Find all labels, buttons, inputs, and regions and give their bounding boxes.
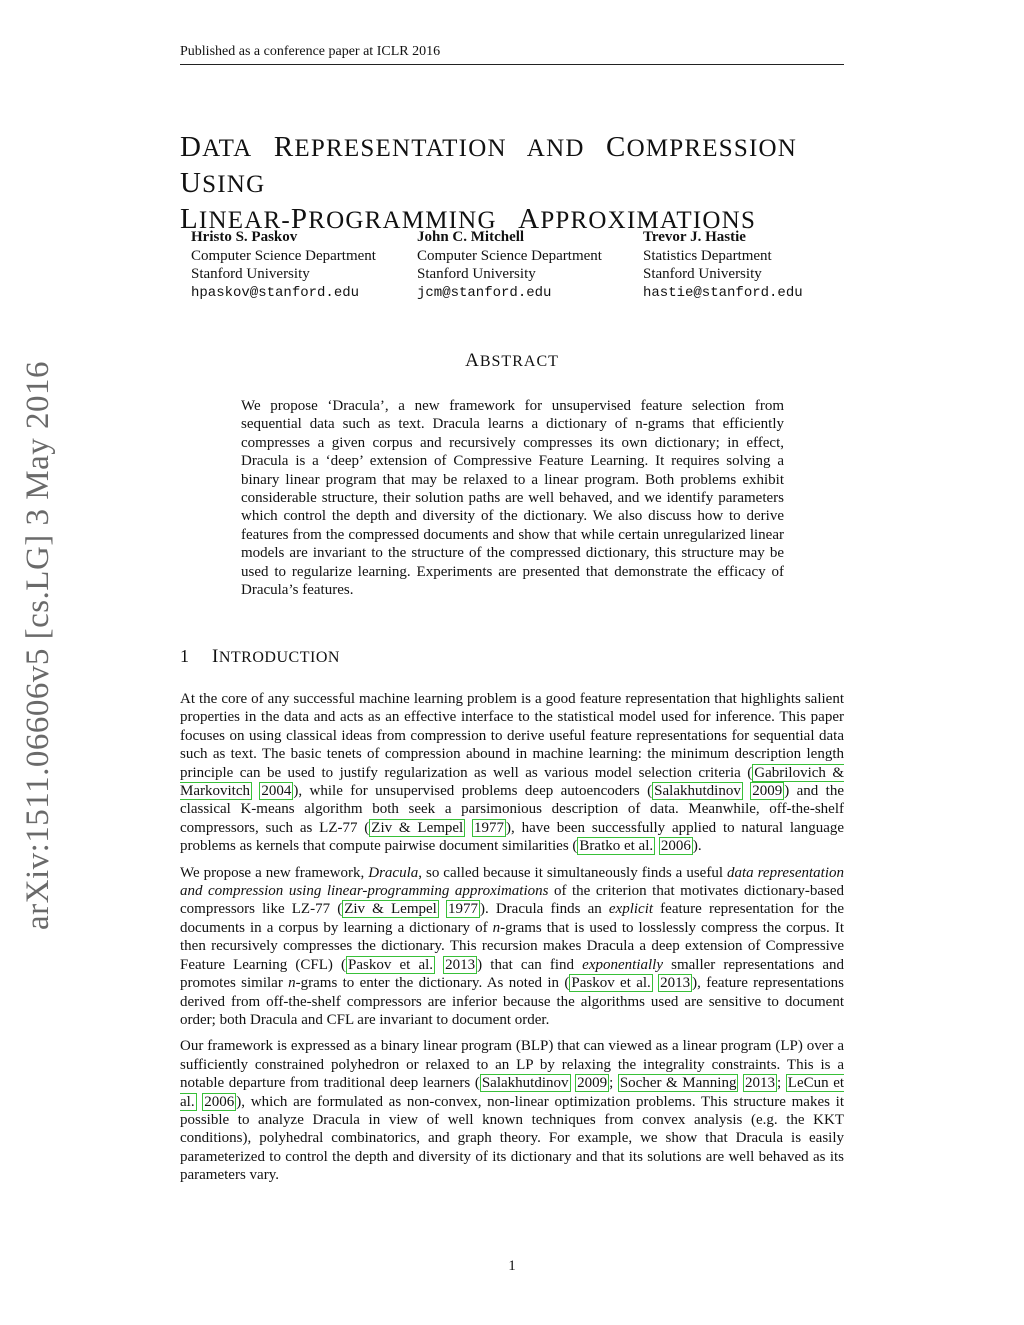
citation-year-link[interactable]: 2006 [204, 1093, 235, 1110]
citation-link[interactable]: Salakhutdinov [481, 1075, 569, 1092]
title-word: COMPRESSION [606, 131, 798, 163]
author-email[interactable]: hastie@stanford.edu [643, 284, 803, 301]
page-number: 1 [508, 1258, 516, 1274]
author-email[interactable]: jcm@stanford.edu [417, 284, 552, 301]
author-block [643, 228, 803, 302]
citation-year-link[interactable]: 2013 [745, 1075, 776, 1092]
title-line-1 [180, 130, 844, 202]
citation-year-link[interactable]: 1977 [447, 901, 478, 918]
arxiv-stamp[interactable]: arXiv:1511.06606v5 [cs.LG] 3 May 2016 [20, 360, 56, 930]
author-email[interactable]: hpaskov@stanford.edu [191, 284, 360, 301]
author-name: John C. Mitchell [417, 229, 525, 245]
citation-link[interactable]: Ziv & Lempel [344, 901, 437, 918]
paragraph: Our framework is expressed as a binary linear program (BLP) that can viewed as a linear program (LP) over a sufficiently constrained polyhedron or relaxed to an LP by relaxing the integrality constraints. This is a notable departure from traditional deep learners ( Salakhutdinov 2009 ; Socher & Manning 2013 ; LeCun et al. 2006 ), which are formulated as non-convex, non-linear optimization problems. This structure makes it possible to analyze Dracula in view of well known techniques from convex analysis (e.g. the KKT conditions), polyhedral combinatorics, and graph theory. For example, we show that Dracula is easily parameterized to control the depth and diversity of its dictionary and that its solutions are well behaved as its parameters vary. [180, 1038, 845, 1184]
paragraph: At the core of any successful machine learning problem is a good feature representation that highlights salient properties in the data and acts as an effective interface to the statistical model used for inference. This paper focuses on using classical ideas from compression to derive useful feature representations for sequential data such as text. The basic tenets of compression abound in machine learning: the minimum description length principle can be used to justify regularization as well as various model selection criteria ( Gabrilovich & Markovitch 2004 ), while for unsupervised problems deep autoencoders ( Salakhutdinov 2009 ) and the classical K-means algorithm both seek a parsimonious description of data. Meanwhile, off-the-shelf compressors, such as LZ-77 ( Ziv & Lempel 1977 ), have been successfully applied to natural language problems as kernels that compute pairwise document similarities ( Bratko et al. 2006 ). [180, 691, 845, 855]
citation-link[interactable]: Paskov et al. [348, 956, 434, 973]
citation-link[interactable]: Gabrilovich & Markovitch [180, 764, 844, 800]
section-heading [180, 646, 340, 668]
paragraph: We propose a new framework, Dracula, so called because it simultaneously finds a useful data representation and compression using linear-programming approximations of the criterion that motivates dictionary-based compressors like LZ-77 ( Ziv & Lempel 1977 ). Dracula finds an explicit feature representation for the documents in a corpus by learning a dictionary of n-grams that is used to losslessly compress the corpus. It then recursively compresses the dictionary. This recursion makes Dracula a deep extension of Compressive Feature Learning (CFL) ( Paskov et al. 2013 ) that can find exponentially smaller representations and promotes similar n-grams to enter the dictionary. As noted in ( Paskov et al. 2013 ), feature representations derived from off-the-shelf compressors are inferior because the algorithms used are sensitive to document order; both Dracula and CFL are invariant to document order. [180, 864, 845, 1028]
citation-link[interactable]: Bratko et al. [579, 838, 654, 855]
title-word: APPROXIMATIONS [518, 203, 757, 235]
author-name: Trevor J. Hastie [643, 229, 746, 245]
citation-year-link[interactable]: 2006 [660, 838, 691, 855]
citation-link[interactable]: Ziv & Lempel [371, 819, 464, 836]
author-dept: Computer Science Department [417, 247, 602, 264]
citation-link[interactable]: Salakhutdinov [654, 783, 741, 800]
author-dept: Computer Science Department [191, 247, 376, 264]
citation-year-link[interactable]: 2009 [752, 783, 783, 800]
citation-link[interactable]: Socher & Manning [619, 1075, 737, 1092]
author-block [417, 228, 602, 302]
author-name: Hristo S. Paskov [191, 229, 298, 245]
citation-link[interactable]: Paskov et al. [571, 975, 651, 992]
title-word: REPRESENTATION [273, 131, 507, 163]
citation-year-link[interactable]: 1977 [474, 819, 505, 836]
section-title: INTRODUCTION [212, 646, 340, 667]
title-word: AND [526, 135, 585, 162]
title-word: USING [180, 167, 266, 199]
citation-year-link[interactable]: 2013 [445, 956, 476, 973]
running-header: Published as a conference paper at ICLR 2016 [180, 44, 844, 65]
citation-year-link[interactable]: 2013 [660, 975, 691, 992]
title-word: DATA [180, 131, 253, 163]
author-dept: Statistics Department [643, 247, 772, 264]
citation-year-link[interactable]: 2009 [577, 1075, 608, 1092]
section-number: 1 [180, 646, 190, 666]
citation-link[interactable]: LeCun et al. [180, 1075, 845, 1110]
abstract-text: We propose ‘Dracula’, a new framework for unsupervised feature selection from sequential data such as text. Dracula learns a dictionary of n-grams that efficiently compresses a given corpus and recursively compresses its own dictionary; in effect, Dracula is a ‘deep’ extension of Compressive Feature Learning. It requires solving a binary linear program that may be relaxed to a linear program. Both problems exhibit considerable structure, their solution paths are well behaved, and we identify parameters which control the depth and diversity of the dictionary. We also discuss how to derive features from the compressed documents and show that while certain unregularized linear models are invariant to the structure of the compressed dictionary, this structure may be used to regularize learning. Experiments are presented that demonstrate the efficacy of Dracula’s features. [241, 398, 784, 599]
author-univ: Stanford University [643, 266, 762, 282]
paper-title [180, 130, 844, 238]
citation-year-link[interactable]: 2004 [261, 783, 292, 800]
body-text [180, 690, 844, 1193]
author-univ: Stanford University [191, 266, 310, 282]
title-word: LINEAR-PROGRAMMING [180, 203, 497, 235]
author-univ: Stanford University [417, 266, 536, 282]
abstract-heading: ABSTRACT [465, 350, 559, 371]
author-block [191, 228, 376, 302]
